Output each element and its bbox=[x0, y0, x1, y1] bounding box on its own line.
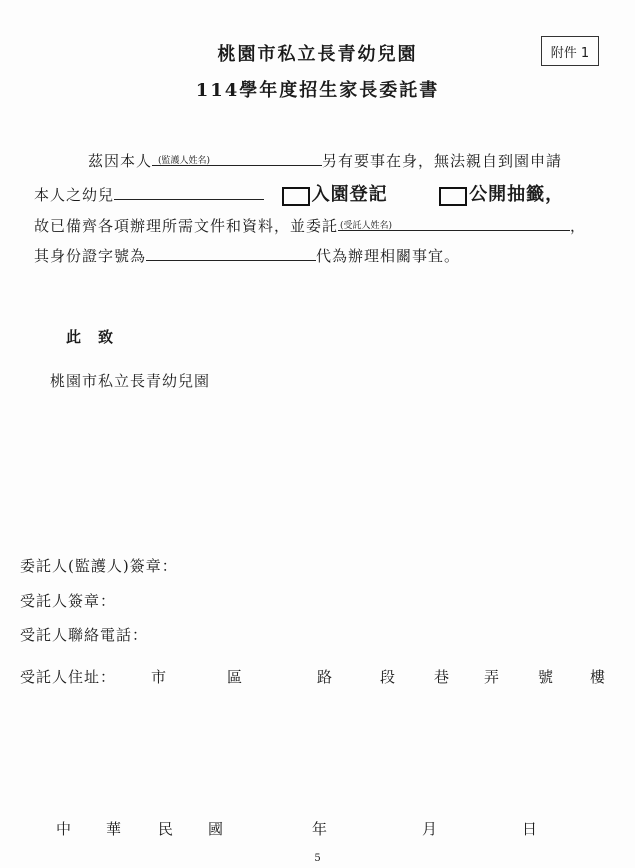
attachment-label: 附件 1 bbox=[541, 36, 599, 66]
guardian-name-blank[interactable] bbox=[152, 151, 322, 166]
address-fields bbox=[0, 666, 635, 686]
address-section: 段 bbox=[380, 668, 397, 686]
text-suffix: 另有要事在身，無法親自到園申請 bbox=[322, 152, 563, 170]
address-road: 路 bbox=[317, 668, 334, 686]
para-line-2 bbox=[34, 180, 564, 206]
trustee-address-label: 受託人住址： bbox=[20, 668, 117, 686]
school-title: 桃園市私立長青幼兒園 bbox=[217, 44, 418, 65]
date-year: 年 bbox=[312, 820, 329, 838]
delegator-signature-label: 委託人(監護人)簽章： bbox=[20, 557, 178, 575]
child-name-blank[interactable] bbox=[114, 185, 264, 200]
recipient: 桃園市私立長青幼兒園 bbox=[50, 372, 211, 390]
text-suffix: 代為辦理相關事宜。 bbox=[316, 247, 461, 265]
checkbox-enrollment[interactable] bbox=[282, 187, 310, 206]
trustee-name-blank[interactable] bbox=[338, 216, 570, 231]
text-prefix: 故已備齊各項辦理所需文件和資料，並委託 bbox=[34, 217, 339, 235]
comma: ， bbox=[570, 217, 587, 235]
para-line-3 bbox=[34, 215, 586, 236]
date-char: 中 bbox=[56, 820, 73, 838]
date-char: 民 bbox=[158, 820, 175, 838]
para-line-4 bbox=[34, 245, 460, 266]
date-line bbox=[0, 818, 635, 838]
date-day: 日 bbox=[522, 820, 539, 838]
text-prefix: 茲因本人 bbox=[88, 152, 153, 170]
salutation: 此 致 bbox=[66, 328, 115, 346]
date-char: 國 bbox=[208, 820, 225, 838]
comma: ， bbox=[545, 184, 565, 205]
address-number: 號 bbox=[538, 668, 555, 686]
checkbox-lottery[interactable] bbox=[439, 187, 467, 206]
option-lottery-label: 公開抽籤 bbox=[469, 184, 546, 205]
text-prefix: 其身份證字號為 bbox=[34, 247, 147, 265]
guardian-name-hint: (監護人姓名) bbox=[158, 156, 211, 166]
address-floor: 樓 bbox=[590, 668, 607, 686]
trustee-name-hint: (受託人姓名) bbox=[340, 221, 393, 231]
date-month: 月 bbox=[422, 820, 439, 838]
address-city: 市 bbox=[151, 668, 168, 686]
address-district: 區 bbox=[227, 668, 244, 686]
para-line-1 bbox=[88, 150, 562, 171]
trustee-phone-label: 受託人聯絡電話： bbox=[20, 626, 149, 644]
address-alley: 弄 bbox=[484, 668, 501, 686]
trustee-signature-label: 受託人簽章： bbox=[20, 592, 117, 610]
document-title: 114學年度招生家長委託書 bbox=[195, 80, 440, 101]
option-enrollment-label: 入園登記 bbox=[311, 184, 388, 205]
date-char: 華 bbox=[106, 820, 123, 838]
page-number: 5 bbox=[314, 853, 321, 864]
address-lane: 巷 bbox=[434, 668, 451, 686]
id-number-blank[interactable] bbox=[146, 246, 316, 261]
text-prefix: 本人之幼兒 bbox=[34, 186, 115, 204]
